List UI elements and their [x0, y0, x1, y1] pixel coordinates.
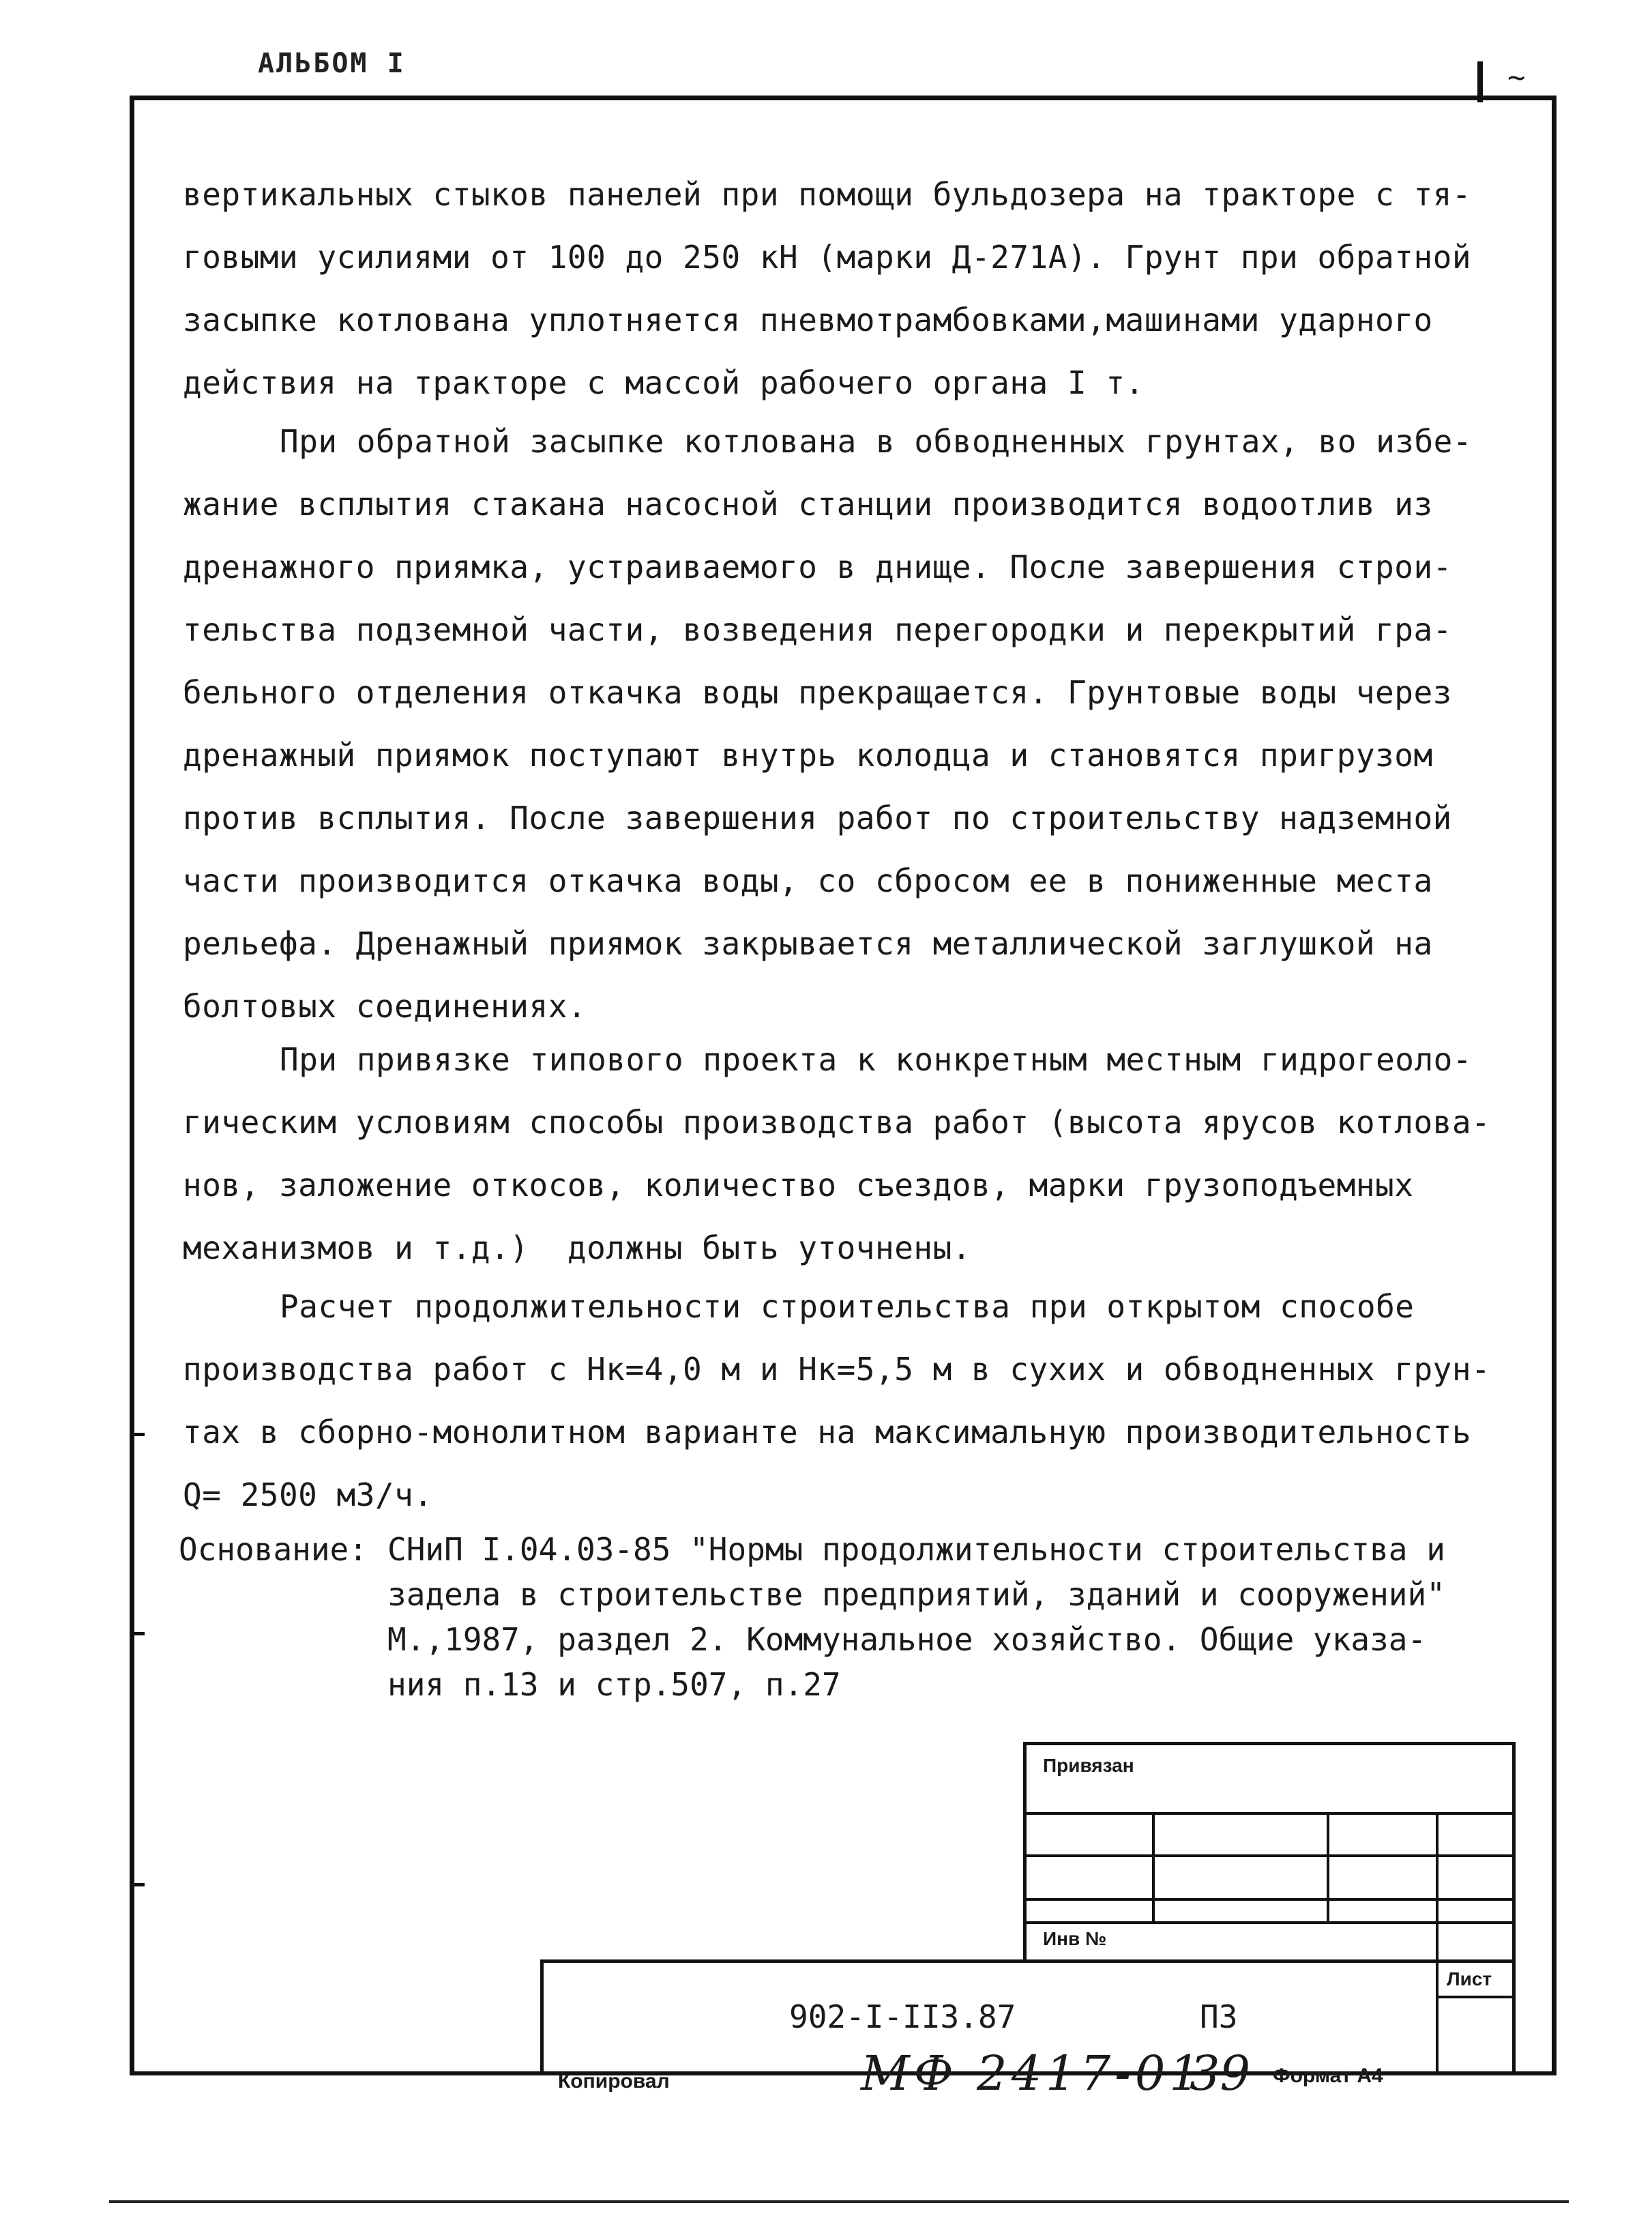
text-line: жание всплытия стакана насосной станции производится водоотлив из — [183, 486, 1433, 523]
reference-line: задела в строительстве предприятий, зданий и сооружений" — [387, 1576, 1445, 1613]
reference-line: СНиП I.04.03-85 "Нормы продолжительности строительства и — [387, 1531, 1445, 1568]
text-line: При обратной засыпке котлована в обводненных грунтах, во избе- — [280, 423, 1473, 460]
text-line: болтовых соединениях. — [183, 988, 587, 1025]
reference-label: Основание: — [179, 1531, 368, 1568]
album-label: АЛЬБОМ I — [258, 48, 406, 79]
text-line: гическим условиям способы производства работ (высота ярусов котлова- — [183, 1104, 1491, 1141]
text-line: дренажный приямок поступают внутрь колодца и становятся пригрузом — [183, 737, 1433, 774]
binding-table — [1023, 1742, 1516, 1960]
sheet-code: ПЗ — [1200, 1998, 1238, 2035]
table-rule — [1436, 1963, 1439, 2075]
text-line: нов, заложение откосов, количество съездов, марки грузоподъемных — [183, 1167, 1414, 1204]
table-rule — [1027, 1854, 1512, 1857]
reference-line: ния п.13 и стр.507, п.27 — [387, 1666, 841, 1703]
handwritten-number: 39 — [1190, 2045, 1251, 2101]
corner-tilde-mark: ~ — [1507, 60, 1526, 95]
text-line: производства работ с Hк=4,0 м и Hк=5,5 м в сухих и обводненных грун- — [183, 1351, 1491, 1388]
table-rule — [1327, 1812, 1329, 1921]
text-line: тельства подземной части, возведения перегородки и перекрытий гра- — [183, 611, 1452, 648]
margin-tick — [130, 1433, 145, 1436]
text-line: говыми усилиями от 100 до 250 кН (марки Д-271А). Грунт при обратной — [183, 239, 1472, 276]
text-line: механизмов и т.д.) должны быть уточнены. — [183, 1229, 971, 1266]
text-line: бельного отделения откачка воды прекращается. Грунтовые воды через — [183, 674, 1452, 711]
text-line: действия на тракторе с массой рабочего органа I т. — [183, 364, 1145, 401]
table-rule — [1027, 1898, 1512, 1901]
inventory-number-label: Инв № — [1043, 1928, 1107, 1949]
table-rule — [1436, 1812, 1439, 1964]
outer-bottom-line — [109, 2200, 1569, 2203]
text-line: При привязке типового проекта к конкретным местным гидрогеоло- — [280, 1041, 1473, 1078]
table-rule — [1152, 1812, 1155, 1921]
text-line: тах в сборно-монолитном варианте на максимальную производительность — [183, 1414, 1472, 1450]
text-line: Q= 2500 м3/ч. — [183, 1476, 433, 1513]
copied-by-label: Копировал — [558, 2070, 670, 2093]
table-rule — [1436, 1996, 1512, 1998]
text-line: засыпке котлована уплотняется пневмотрамбовками,машинами ударного — [183, 302, 1433, 338]
text-line: Расчет продолжительности строительства при открытом способе — [280, 1288, 1415, 1325]
text-line: рельефа. Дренажный приямок закрывается металлической заглушкой на — [183, 925, 1433, 962]
table-rule — [1027, 1921, 1512, 1924]
text-line: вертикальных стыков панелей при помощи бульдозера на тракторе с тя- — [183, 176, 1472, 213]
text-line: против всплытия. После завершения работ по строительству надземной — [183, 800, 1452, 836]
margin-tick — [130, 1632, 145, 1635]
bound-label: Привязан — [1043, 1755, 1134, 1776]
handwritten-code: МФ 2417-01 — [861, 2045, 1204, 2101]
sheet-label: Лист — [1447, 1968, 1492, 1989]
table-rule — [1027, 1812, 1512, 1815]
format-label: Формат А4 — [1273, 2065, 1383, 2087]
margin-tick — [130, 1883, 145, 1886]
document-code: 902-I-II3.87 — [789, 1998, 1016, 2035]
text-line: дренажного приямка, устраиваемого в днище. После завершения строи- — [183, 549, 1452, 585]
reference-line: М.,1987, раздел 2. Коммунальное хозяйство. Общие указа- — [387, 1621, 1427, 1658]
text-line: части производится откачка воды, со сбросом ее в пониженные места — [183, 862, 1433, 899]
